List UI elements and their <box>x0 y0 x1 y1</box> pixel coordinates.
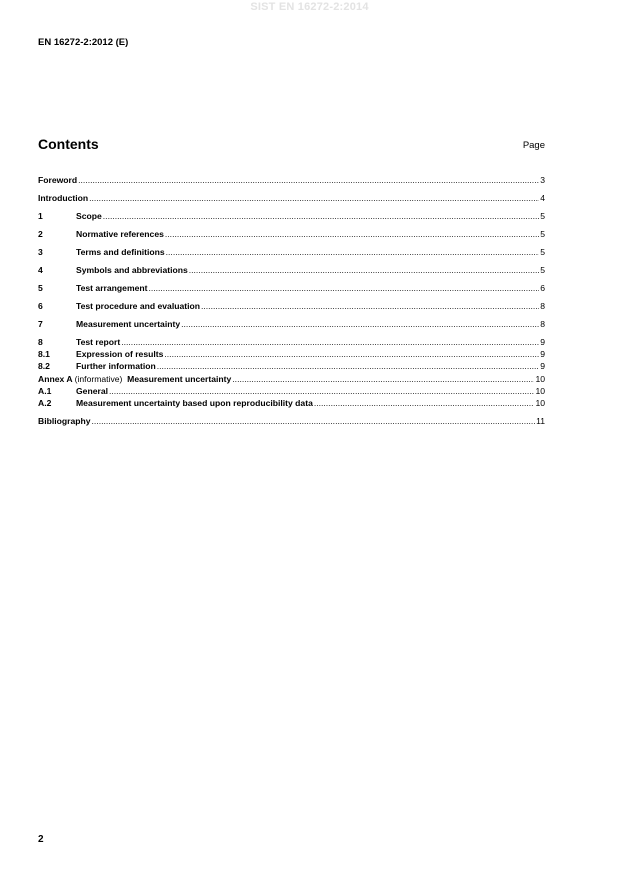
toc-leader <box>166 246 540 258</box>
toc-entry-page: 8 <box>540 301 545 311</box>
toc-entry-page: 3 <box>540 175 545 185</box>
toc-entry-title: Bibliography <box>38 416 91 426</box>
toc-entry-page: 9 <box>540 361 545 371</box>
toc-entry-normative-references[interactable] <box>38 228 545 240</box>
toc-leader <box>78 174 539 186</box>
toc-entry-page: 11 <box>536 416 545 426</box>
toc-entry-symbols-and-abbreviations[interactable] <box>38 264 545 276</box>
toc-entry-test-arrangement[interactable] <box>38 282 545 294</box>
toc-entry-further-information[interactable] <box>38 360 545 372</box>
toc-entry-number: 8.1 <box>38 349 50 359</box>
toc-entry-number: 8 <box>38 337 43 347</box>
toc-entry-title: Introduction <box>38 193 89 203</box>
toc-leader <box>109 385 534 397</box>
toc-entry-page: 5 <box>540 211 545 221</box>
toc-entry-page: 10 <box>535 374 545 384</box>
toc-entry-number: 3 <box>38 247 43 257</box>
toc-entry-number: A.2 <box>38 398 52 408</box>
toc-entry-foreword[interactable] <box>38 174 545 186</box>
toc-entry-measurement-uncertainty[interactable] <box>38 318 545 330</box>
toc-entry-page: 6 <box>540 283 545 293</box>
toc-leader <box>157 360 539 372</box>
toc-leader <box>103 210 539 222</box>
toc-entry-scope[interactable] <box>38 210 545 222</box>
annex-qualifier: (informative) <box>74 374 123 384</box>
toc-leader <box>201 300 539 312</box>
toc-entry-number: 7 <box>38 319 43 329</box>
table-of-contents <box>38 174 545 427</box>
toc-leader <box>232 373 534 385</box>
toc-entry-title: Test procedure and evaluation <box>76 301 201 311</box>
toc-entry-title: Scope <box>76 211 102 221</box>
toc-leader <box>314 397 535 409</box>
toc-entry-page: 8 <box>540 319 545 329</box>
toc-entry-test-procedure[interactable] <box>38 300 545 312</box>
toc-entry-title: Normative references <box>76 229 164 239</box>
toc-entry-annex-a[interactable] <box>38 373 545 385</box>
annex-label: Annex A <box>38 374 73 384</box>
toc-leader <box>165 228 539 240</box>
toc-entry-page: 5 <box>540 229 545 239</box>
toc-leader <box>89 192 539 204</box>
toc-entry-number: A.1 <box>38 386 52 396</box>
toc-entry-title: Measurement uncertainty based upon reproducibility data <box>76 398 313 408</box>
toc-leader <box>92 415 536 427</box>
toc-entry-page: 4 <box>540 193 545 203</box>
toc-entry-number: 2 <box>38 229 43 239</box>
toc-entry-number: 8.2 <box>38 361 50 371</box>
toc-entry-introduction[interactable] <box>38 192 545 204</box>
toc-leader <box>148 282 539 294</box>
toc-leader <box>181 318 539 330</box>
toc-entry-number: 5 <box>38 283 43 293</box>
toc-entry-expression-of-results[interactable] <box>38 348 545 360</box>
toc-entry-title: Test report <box>76 337 121 347</box>
toc-entry-title: Terms and definitions <box>76 247 165 257</box>
toc-entry-title: Foreword <box>38 175 78 185</box>
toc-entry-page: 5 <box>540 247 545 257</box>
toc-entry-test-report[interactable] <box>38 336 545 348</box>
document-id: EN 16272-2:2012 (E) <box>38 37 129 48</box>
toc-entry-page: 9 <box>540 337 545 347</box>
toc-entry-number: 4 <box>38 265 43 275</box>
toc-entry-number: 6 <box>38 301 43 311</box>
watermark: SIST EN 16272-2:2014 <box>250 1 369 13</box>
toc-entry-title: Symbols and abbreviations <box>76 265 188 275</box>
page-column-label: Page <box>522 140 545 151</box>
toc-entry-number: 1 <box>38 211 43 221</box>
toc-entry-title: Expression of results <box>76 349 164 359</box>
toc-entry-page: 10 <box>535 398 545 408</box>
toc-entry-title: Measurement uncertainty <box>76 319 181 329</box>
annex-title: Measurement uncertainty <box>127 374 232 384</box>
toc-leader <box>164 348 539 360</box>
toc-entry-page: 5 <box>540 265 545 275</box>
toc-entry-title: Test arrangement <box>76 283 148 293</box>
toc-entry-bibliography[interactable] <box>38 415 545 427</box>
toc-entry-title: Further information <box>76 361 156 371</box>
toc-leader <box>189 264 539 276</box>
toc-leader <box>121 336 539 348</box>
toc-entry-annex-a-reproducibility[interactable] <box>38 397 545 409</box>
toc-entry-title <box>38 373 231 385</box>
toc-entry-terms-and-definitions[interactable] <box>38 246 545 258</box>
toc-entry-title: General <box>76 386 109 396</box>
toc-entry-annex-a-general[interactable] <box>38 385 545 397</box>
toc-entry-page: 9 <box>540 349 545 359</box>
contents-title: Contents <box>38 136 99 152</box>
page-number: 2 <box>38 834 44 845</box>
toc-entry-page: 10 <box>535 386 545 396</box>
